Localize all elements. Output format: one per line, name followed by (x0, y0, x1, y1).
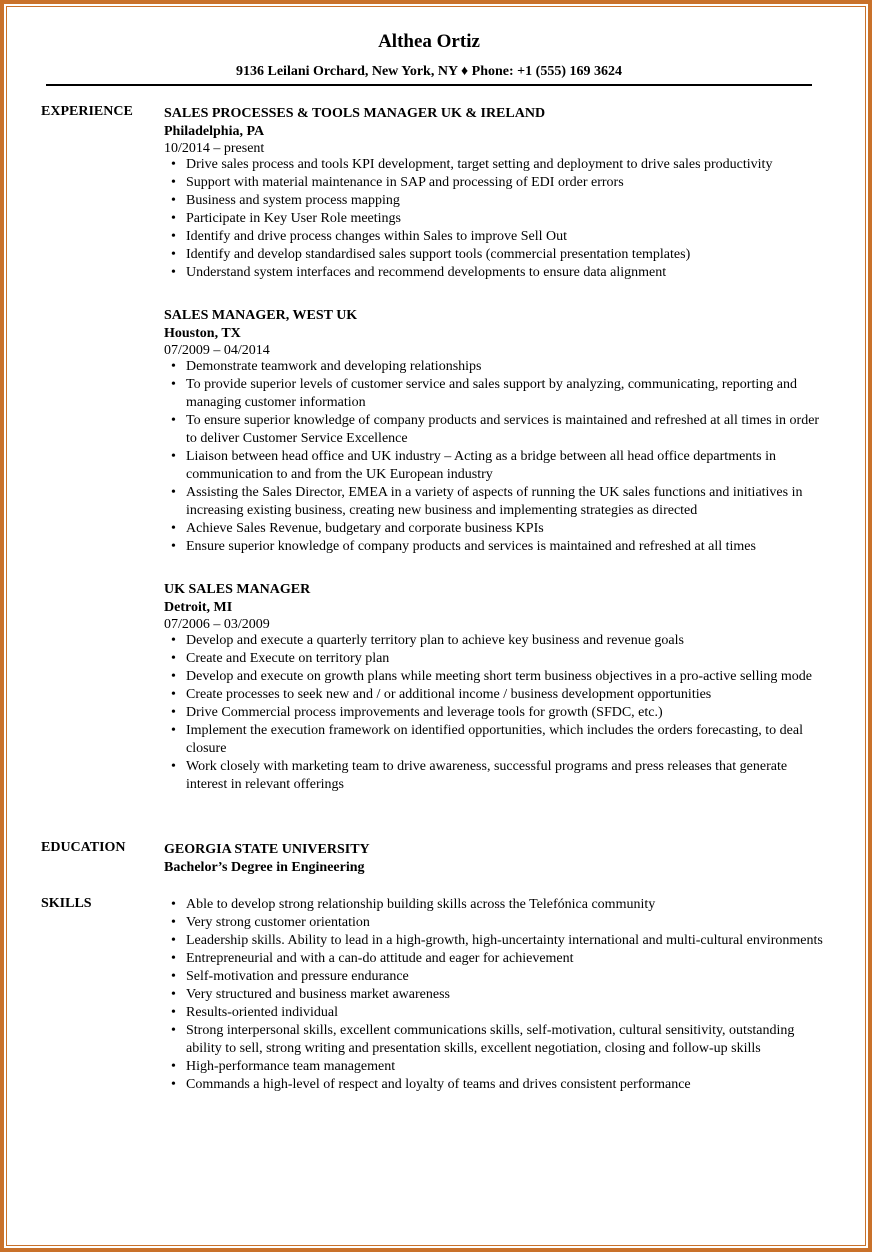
list-item: • Very strong customer orientation (164, 914, 824, 932)
skills-section-label: SKILLS (41, 896, 92, 911)
list-item: • Commands a high-level of respect and loyalty of teams and drives consistent performance (164, 1076, 824, 1094)
job-location: Houston, TX (164, 326, 241, 341)
degree: Bachelor’s Degree in Engineering (164, 860, 365, 875)
list-item: • To provide superior levels of customer service and sales support by analyzing, communicating, reporting and managing customer information (164, 376, 824, 412)
list-item: • Ensure superior knowledge of company products and services is maintained and refreshed at all times (164, 538, 824, 556)
list-item: • Support with material maintenance in SAP and processing of EDI order errors (164, 174, 824, 192)
list-item: • Liaison between head office and UK industry – Acting as a bridge between all head office departments in communication to and from the UK European industry (164, 448, 824, 484)
skills-list (164, 896, 824, 1094)
header-divider (46, 84, 812, 86)
experience-section-label: EXPERIENCE (41, 104, 133, 119)
list-item: • Develop and execute on growth plans while meeting short term business objectives in a pro-active selling mode (164, 668, 824, 686)
list-item: • Leadership skills. Ability to lead in a high-growth, high-uncertainty international and multi-cultural environments (164, 932, 824, 950)
contact-line: 9136 Leilani Orchard, New York, NY ♦ Phone: +1 (555) 169 3624 (236, 64, 622, 79)
list-item: • Work closely with marketing team to drive awareness, successful programs and press releases that generate interest in relevant offerings (164, 758, 824, 794)
list-item: • Assisting the Sales Director, EMEA in a variety of aspects of running the UK sales functions and initiatives in increasing existing business, creating new business and implementing strategies as directed (164, 484, 824, 520)
list-item: • Business and system process mapping (164, 192, 824, 210)
list-item: • High-performance team management (164, 1058, 824, 1076)
job-entry (164, 307, 824, 556)
job-dates: 10/2014 – present (164, 141, 265, 156)
list-item: • Entrepreneurial and with a can-do attitude and eager for achievement (164, 950, 824, 968)
list-item: • Drive sales process and tools KPI development, target setting and deployment to drive sales productivity (164, 156, 824, 174)
school-name: GEORGIA STATE UNIVERSITY (164, 842, 370, 857)
education-section-label: EDUCATION (41, 840, 126, 855)
list-item: • Create and Execute on territory plan (164, 650, 824, 668)
job-dates: 07/2009 – 04/2014 (164, 343, 270, 358)
list-item: • Develop and execute a quarterly territory plan to achieve key business and revenue goals (164, 632, 824, 650)
list-item: • Create processes to seek new and / or additional income / business development opportunities (164, 686, 824, 704)
list-item: • Demonstrate teamwork and developing relationships (164, 358, 824, 376)
list-item: • Identify and drive process changes within Sales to improve Sell Out (164, 228, 824, 246)
list-item: • Drive Commercial process improvements and leverage tools for growth (SFDC, etc.) (164, 704, 824, 722)
job-title: SALES MANAGER, WEST UK (164, 308, 358, 323)
job-location: Philadelphia, PA (164, 124, 265, 139)
job-bullets (164, 632, 824, 794)
job-entry (164, 581, 824, 794)
list-item: • Very structured and business market awareness (164, 986, 824, 1004)
job-dates: 07/2006 – 03/2009 (164, 617, 270, 632)
job-bullets (164, 358, 824, 556)
list-item: • Achieve Sales Revenue, budgetary and corporate business KPIs (164, 520, 824, 538)
list-item: • To ensure superior knowledge of company products and services is maintained and refreshed at all times in order to deliver Customer Service Excellence (164, 412, 824, 448)
list-item: • Self-motivation and pressure endurance (164, 968, 824, 986)
job-title: UK SALES MANAGER (164, 582, 311, 597)
list-item: • Implement the execution framework on identified opportunities, which includes the orders forecasting, to deal closure (164, 722, 824, 758)
education-entry (164, 841, 824, 877)
list-item: • Participate in Key User Role meetings (164, 210, 824, 228)
job-title: SALES PROCESSES & TOOLS MANAGER UK & IRELAND (164, 106, 546, 121)
list-item: • Strong interpersonal skills, excellent communications skills, self-motivation, cultural sensitivity, outstanding ability to sell, strong writing and presentation skills, excellent negotiation, closing and follow-up skills (164, 1022, 824, 1058)
list-item: • Identify and develop standardised sales support tools (commercial presentation templates) (164, 246, 824, 264)
job-location: Detroit, MI (164, 600, 233, 615)
job-bullets (164, 156, 824, 282)
list-item: • Able to develop strong relationship building skills across the Telefónica community (164, 896, 824, 914)
list-item: • Results-oriented individual (164, 1004, 824, 1022)
skills-entry (164, 896, 824, 1094)
list-item: • Understand system interfaces and recommend developments to ensure data alignment (164, 264, 824, 282)
candidate-name: Althea Ortiz (378, 31, 480, 52)
job-entry (164, 105, 824, 282)
